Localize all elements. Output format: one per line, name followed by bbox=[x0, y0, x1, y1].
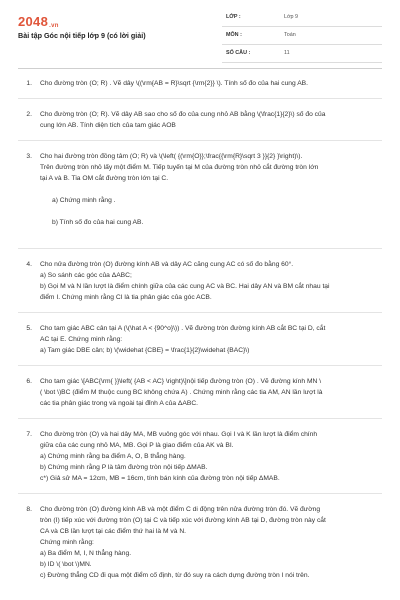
question-text-line: a) Chứng minh rằng ba điểm A, O, B thẳng hàng. bbox=[40, 453, 186, 460]
question-text-line: c) Đường thẳng CD đi qua một điểm cố định, từ đó suy ra cách dựng đường tròn I nói trên. bbox=[40, 572, 310, 579]
question-text-line: các tia phân giác trong và ngoài tại đỉnh A của ΔABC. bbox=[40, 400, 199, 407]
question-separator bbox=[18, 312, 382, 313]
header bbox=[0, 0, 400, 66]
question-text-line: ( \bot \)BC (điểm M thuộc cung BC không chứa A) . Chứng minh rằng các tia AM, AN lần lượt là bbox=[40, 389, 323, 396]
question-text-line: a) So sánh các góc của ΔABC; bbox=[40, 272, 132, 279]
question-text-line: tại A và B. Tia OM cắt đường tròn lớn tại C. bbox=[40, 175, 169, 182]
meta-row-question-count bbox=[222, 48, 382, 63]
question-text-line: điểm I. Chứng minh rằng CI là tia phân giác của góc ACB. bbox=[40, 294, 212, 301]
question-text-line: AC tại E. Chứng minh rằng: bbox=[40, 336, 123, 343]
meta-value: Toán bbox=[284, 32, 296, 38]
document-title: Bài tập Góc nội tiếp lớp 9 (có lời giải) bbox=[18, 31, 146, 40]
header-divider bbox=[18, 68, 382, 69]
question-text-line: Cho tam giác ABC cân tại A (\(\hat A < {90^o}\)) . Vẽ đường tròn đường kính AB cắt BC tại D, cắt bbox=[40, 325, 326, 332]
question-text-line bbox=[40, 206, 382, 217]
question-separator bbox=[18, 98, 382, 99]
question-separator bbox=[18, 418, 382, 419]
question-item bbox=[18, 504, 382, 581]
meta-label: LỚP : bbox=[226, 14, 241, 20]
question-text-line: a) Tam giác DBE cân; b) \(\widehat {CBE} = \frac{1}{2}\widehat {BAC}\) bbox=[40, 347, 250, 354]
question-text-line bbox=[40, 184, 382, 195]
question-text-line: Cho đường tròn (O; R) . Vẽ dây \((\rm{AB = R}\sqrt {\rm{2}} \). Tính số đo của hai cung AB. bbox=[40, 80, 309, 87]
meta-row-grade bbox=[222, 12, 382, 27]
question-item bbox=[18, 323, 382, 356]
question-list bbox=[18, 78, 382, 581]
question-text-line: Cho hai đường tròn đồng tâm (O; R) và \(\left( {(\rm{O}};\frac{{\rm{R}\sqrt 3 }}{2} }\right)\). bbox=[40, 153, 303, 160]
question-separator bbox=[18, 140, 382, 141]
question-text-line: c*) Giả sử MA = 12cm, MB = 16cm, tính bán kính của đường tròn nội tiếp ΔMAB. bbox=[40, 475, 280, 482]
question-number: 7. bbox=[26, 431, 32, 438]
question-text-line: giữa của các cung nhỏ MA, MB. Gọi P là giao điểm của AK và BI. bbox=[40, 442, 234, 449]
question-text-line: b) Gọi M và N lần lượt là điểm chính giữa của các cung AC và BC. Hai dây AN và BM cắt nhau tại bbox=[40, 283, 330, 290]
question-text-line: tròn (I) tiếp xúc với đường tròn (O) tại C và tiếp xúc với đường kính AB tại D, đường tròn này cắt bbox=[40, 517, 326, 524]
question-item bbox=[18, 376, 382, 409]
meta-value: 11 bbox=[284, 50, 290, 56]
question-number: 1. bbox=[26, 80, 32, 87]
question-separator bbox=[18, 493, 382, 494]
question-number: 6. bbox=[26, 378, 32, 385]
question-item bbox=[18, 429, 382, 484]
meta-label: SỐ CÂU : bbox=[226, 50, 251, 56]
question-text-line bbox=[40, 228, 382, 239]
logo-text: 2048 bbox=[18, 14, 49, 29]
question-text-line: cung lớn AB. Tính diện tích của tam giác AOB bbox=[40, 122, 176, 129]
meta-value: Lớp 9 bbox=[284, 14, 299, 20]
question-text-line: b) Tính số đo của hai cung AB. bbox=[52, 219, 144, 226]
question-number: 2. bbox=[26, 111, 32, 118]
question-number: 5. bbox=[26, 325, 32, 332]
meta-row-subject bbox=[222, 30, 382, 45]
question-number: 8. bbox=[26, 506, 32, 513]
question-item bbox=[18, 78, 382, 89]
question-number: 4. bbox=[26, 261, 32, 268]
meta-label: MÔN : bbox=[226, 32, 242, 38]
logo-suffix: .vn bbox=[49, 23, 59, 29]
question-text-line: a) Chứng minh rằng . bbox=[52, 197, 116, 204]
question-separator bbox=[18, 365, 382, 366]
question-text-line: Cho đường tròn (O) và hai dây MA, MB vuông góc với nhau. Gọi I và K lần lượt là điểm chính bbox=[40, 431, 318, 438]
question-text-line: Cho đường tròn (O) đường kính AB và một điểm C di động trên nửa đường tròn đó. Vẽ đường bbox=[40, 506, 321, 513]
question-number: 3. bbox=[26, 153, 32, 160]
question-text-line: Trên đường tròn nhỏ lấy một điểm M. Tiếp tuyến tại M của đường tròn nhỏ cắt đường tròn lớn bbox=[40, 164, 319, 171]
question-item bbox=[18, 109, 382, 131]
question-text-line: a) Ba điểm M, I, N thẳng hàng. bbox=[40, 550, 132, 557]
site-logo[interactable] bbox=[18, 14, 59, 29]
question-text-line: Cho đường tròn (O; R). Vẽ dây AB sao cho số đo của cung nhỏ AB bằng \(\frac{1}{2}\) số đo của bbox=[40, 111, 326, 118]
question-text-line: Cho nửa đường tròn (O) đường kính AB và dây AC căng cung AC có số đo bằng 60°. bbox=[40, 261, 294, 268]
question-separator bbox=[18, 248, 382, 249]
question-text-line: b) Chứng minh rằng P là tâm đường tròn nội tiếp ΔMAB. bbox=[40, 464, 208, 471]
question-text-line: b) ID \( \bot \)MN. bbox=[40, 561, 92, 568]
question-text-line: Cho tam giác \[ABC{\rm{ }}\left( {AB < AC} \right)\]nội tiếp đường tròn (O) . Vẽ đường kính MN \ bbox=[40, 378, 322, 385]
question-text-line: Chứng minh rằng: bbox=[40, 539, 94, 546]
question-text-line: CA và CB lần lượt tại các điểm thứ hai là M và N. bbox=[40, 528, 187, 535]
question-item bbox=[18, 259, 382, 303]
meta-table bbox=[222, 12, 382, 66]
question-item bbox=[18, 151, 382, 239]
